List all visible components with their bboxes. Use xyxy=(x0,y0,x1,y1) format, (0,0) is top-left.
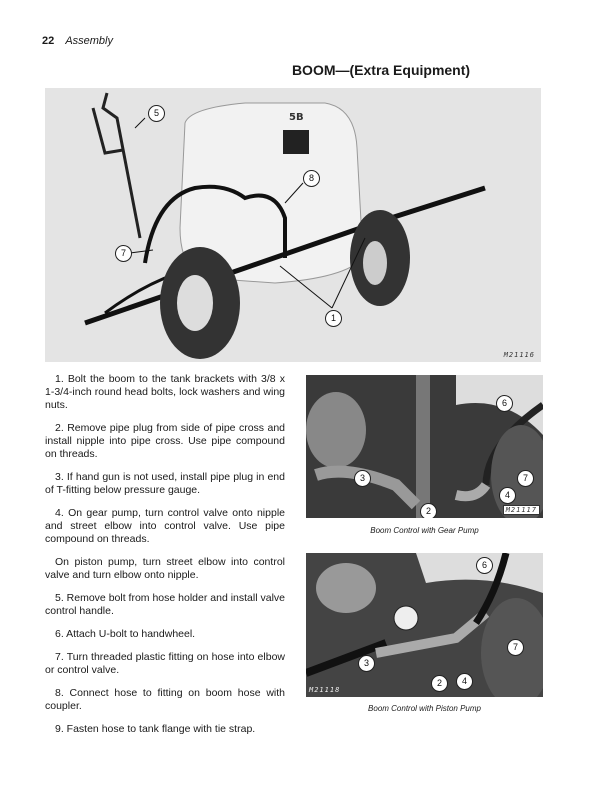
step-5: 5. Remove bolt from hose holder and install valve control handle. xyxy=(45,592,285,617)
callout-2: 2 xyxy=(431,675,448,692)
step-3: 3. If hand gun is not used, install pipe plug in end of T-fitting below pressure gauge. xyxy=(45,471,285,496)
figure-id: M21116 xyxy=(503,351,535,359)
step-2: 2. Remove pipe plug from side of pipe cross and install nipple into pipe cross. Use pipe compound on threads. xyxy=(45,422,285,460)
callout-7: 7 xyxy=(517,470,534,487)
step-4: 4. On gear pump, turn control valve onto nipple and street elbow into control valve. Use pipe compound on threads. xyxy=(45,507,285,545)
step-9: 9. Fasten hose to tank flange with tie strap. xyxy=(55,723,256,735)
piston-pump-photo xyxy=(306,553,543,697)
step-4-piston-note: On piston pump, turn street elbow into control valve and turn elbow onto nipple. xyxy=(45,556,285,581)
callout-1: 1 xyxy=(325,310,342,327)
step-6: 6. Attach U-bolt to handwheel. xyxy=(55,628,196,640)
step-8: 8. Connect hose to fitting on boom hose with coupler. xyxy=(45,687,285,712)
step-1: 1. Bolt the boom to the tank brackets with 3/8 x 1-3/4-inch round head bolts, lock washers and wing nuts. xyxy=(45,373,285,411)
callout-3: 3 xyxy=(354,470,371,487)
figure-id: M21118 xyxy=(309,686,341,694)
page-title: BOOM—(Extra Equipment) xyxy=(291,62,471,78)
piston-pump-illustration xyxy=(306,553,543,697)
callout-7: 7 xyxy=(507,639,524,656)
callout-4: 4 xyxy=(456,673,473,690)
page-header xyxy=(42,35,113,47)
callout-4: 4 xyxy=(499,487,516,504)
callout-2: 2 xyxy=(420,503,437,518)
assembly-steps xyxy=(45,373,285,746)
gear-pump-caption: Boom Control with Gear Pump xyxy=(370,526,479,535)
step-7: 7. Turn threaded plastic fitting on hose into elbow or control valve. xyxy=(45,651,285,676)
figure-id: M21117 xyxy=(503,505,540,515)
svg-text:5B: 5B xyxy=(289,112,304,123)
sprayer-illustration xyxy=(45,88,541,362)
callout-6: 6 xyxy=(496,395,513,412)
callout-5: 5 xyxy=(148,105,165,122)
callout-7: 7 xyxy=(115,245,132,262)
callout-3: 3 xyxy=(358,655,375,672)
page-number: 22 xyxy=(42,35,55,47)
gear-pump-photo xyxy=(306,375,543,518)
section-name: Assembly xyxy=(65,35,113,47)
piston-pump-caption: Boom Control with Piston Pump xyxy=(368,704,481,713)
sprayer-boom-photo xyxy=(45,88,541,362)
callout-6: 6 xyxy=(476,557,493,574)
callout-8: 8 xyxy=(303,170,320,187)
